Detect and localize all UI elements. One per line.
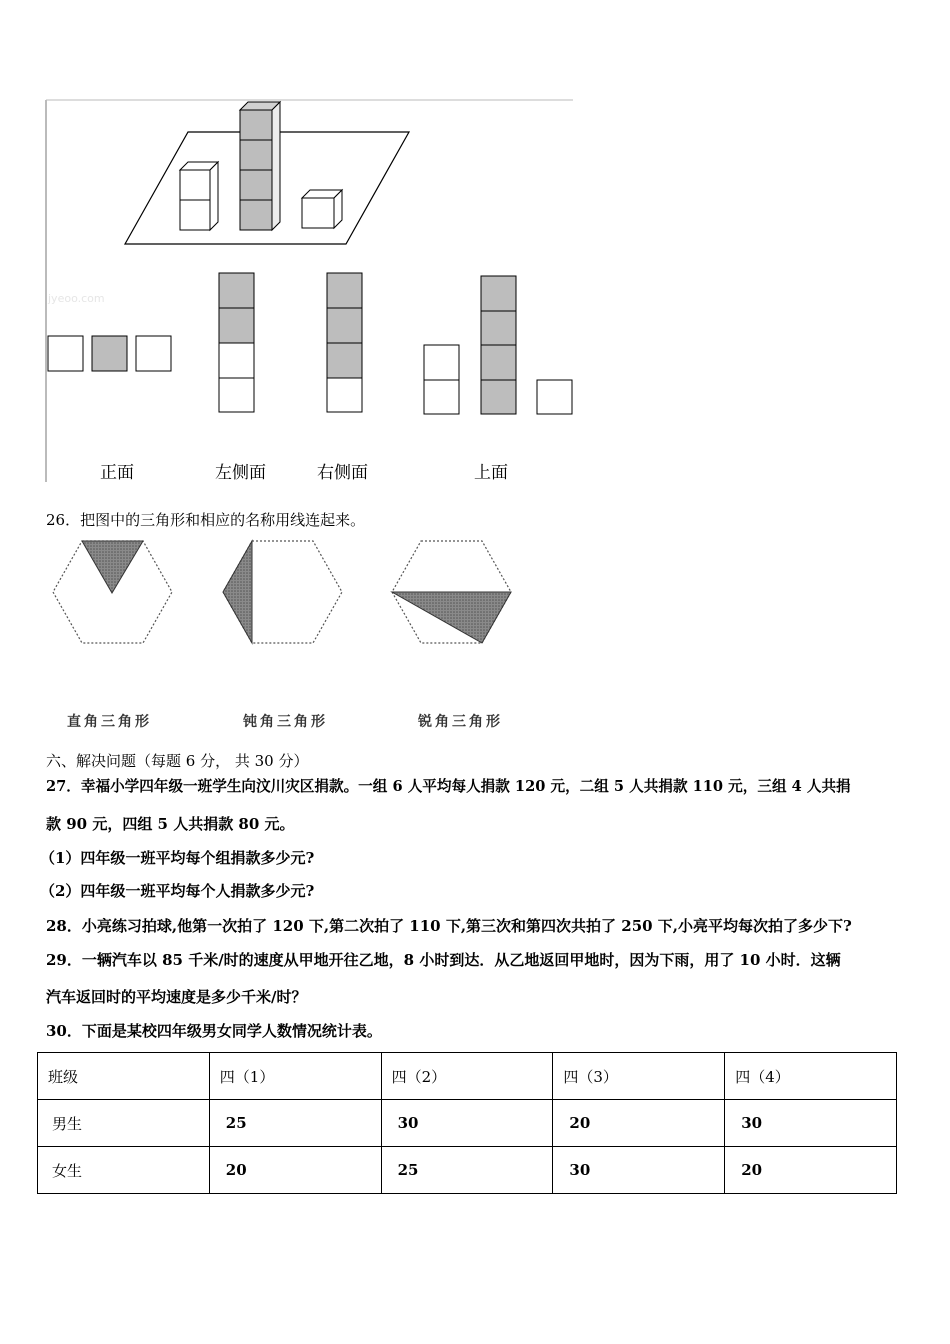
view-left-side-shape xyxy=(219,273,254,412)
table-cell: 25 xyxy=(381,1147,553,1194)
table-cell: 20 xyxy=(209,1147,381,1194)
student-count-table xyxy=(37,1052,897,1194)
table-header-cell: 四（2） xyxy=(381,1053,553,1100)
triangle-name-right: 直角三角形 xyxy=(67,714,152,730)
table-row xyxy=(38,1100,897,1147)
view-front-shape xyxy=(48,336,171,371)
table-header-row xyxy=(38,1053,897,1100)
view-label-front: 正面 xyxy=(100,463,134,483)
watermark: jyeoo.com xyxy=(48,292,105,305)
cube-stack-middle xyxy=(240,102,280,230)
section-6-heading: 六、解决问题（每题 6 分， 共 30 分） xyxy=(46,752,309,770)
view-label-left: 左侧面 xyxy=(215,463,266,483)
triangle-name-acute: 锐角三角形 xyxy=(418,714,503,730)
view-top-shape xyxy=(424,276,572,414)
hexagon-2 xyxy=(223,541,342,643)
table-header-cell: 四（1） xyxy=(209,1053,381,1100)
table-header-cell: 班级 xyxy=(38,1053,210,1100)
question-29-line-2: 汽车返回时的平均速度是多少千米/时？ xyxy=(46,988,307,1006)
view-label-right: 右侧面 xyxy=(317,463,368,483)
table-cell: 20 xyxy=(553,1100,725,1147)
view-label-top: 上面 xyxy=(474,463,508,483)
question-27-sub-1: （1）四年级一班平均每个组捐款多少元? xyxy=(40,849,315,867)
table-header-cell: 四（3） xyxy=(553,1053,725,1100)
cube-stack-right xyxy=(302,190,342,228)
question-28-text: 28．小亮练习拍球,他第一次拍了 120 下,第二次拍了 110 下,第三次和第四次共拍了 250 下,小亮平均每次拍了多少下? xyxy=(46,917,852,935)
question-27-line-1: 27．幸福小学四年级一班学生向汶川灾区捐款。一组 6 人平均每人捐款 120 元，二组 5 人共捐款 110 元，三组 4 人共捐 xyxy=(46,778,851,795)
triangle-name-obtuse: 钝角三角形 xyxy=(243,714,328,730)
table-cell: 25 xyxy=(209,1100,381,1147)
view-right-side-shape xyxy=(327,273,362,412)
table-row xyxy=(38,1147,897,1194)
table-header-cell: 四（4） xyxy=(725,1053,897,1100)
table-cell: 30 xyxy=(381,1100,553,1147)
question-27-sub-2: （2）四年级一班平均每个人捐款多少元? xyxy=(40,882,315,900)
triangle-2 xyxy=(223,541,252,643)
table-cell: 30 xyxy=(725,1100,897,1147)
table-cell: 30 xyxy=(553,1147,725,1194)
table-cell: 20 xyxy=(725,1147,897,1194)
question-26-text: 26．把图中的三角形和相应的名称用线连起来。 xyxy=(46,511,366,529)
hexagon-3 xyxy=(392,541,511,643)
question-29-line-1: 29．一辆汽车以 85 千米/时的速度从甲地开往乙地，8 小时到达．从乙地返回甲地时，因为下雨，用了 10 小时．这辆 xyxy=(46,951,841,969)
table-row-label: 女生 xyxy=(38,1147,210,1194)
question-30-text: 30．下面是某校四年级男女同学人数情况统计表。 xyxy=(46,1022,382,1040)
question-27-line-2: 款 90 元，四组 5 人共捐款 80 元。 xyxy=(46,815,295,833)
cube-views-figure xyxy=(0,0,950,500)
table-row-label: 男生 xyxy=(38,1100,210,1147)
hexagon-triangles-figure xyxy=(0,530,950,650)
cube-stack-left xyxy=(180,162,218,230)
hexagon-1 xyxy=(53,541,172,643)
